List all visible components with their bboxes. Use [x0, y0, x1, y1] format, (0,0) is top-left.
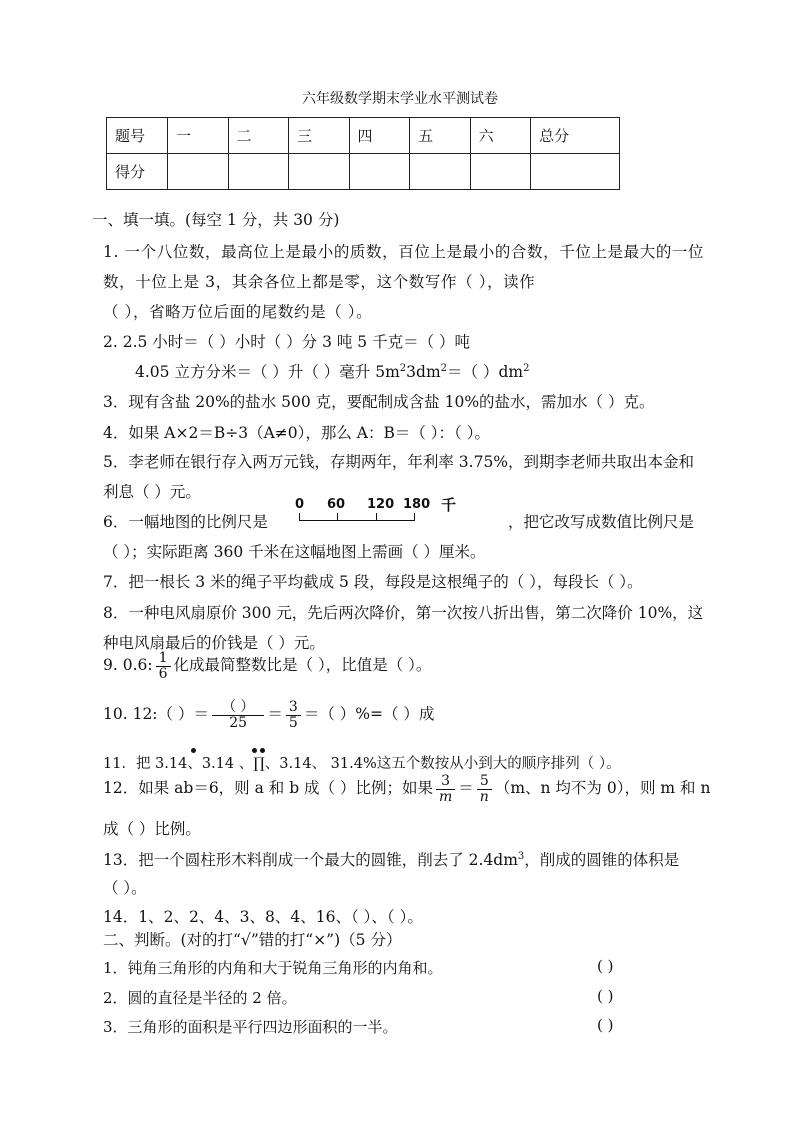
question-13-text-b: ，削成的圆锥的体积是 — [524, 851, 680, 869]
score-table-header-row — [107, 118, 620, 154]
score-row-label: 得分 — [107, 154, 168, 190]
fraction-blank-over-25 — [212, 700, 264, 730]
question-5-line-1: 5．李老师在银行存入两万元钱，存期两年，年利率 3.75%，到期李老师共取出本金和 — [103, 453, 695, 471]
score-table-score-row — [107, 154, 620, 190]
question-10 — [103, 700, 434, 730]
fraction-three-fifths — [286, 700, 301, 730]
judgment-item-2: 2．圆的直径是半径的 2 倍。 — [103, 989, 297, 1007]
question-8-line-1: 8．一种电风扇原价 300 元，先后两次降价，第一次按八折出售，第二次降价 10%，这 — [103, 604, 704, 622]
judgment-answer-3[interactable]: ( ) — [597, 1016, 614, 1034]
fraction-numerator: 3 — [436, 774, 455, 790]
superscript-2: 2 — [440, 362, 448, 374]
score-table-header-cell: 四 — [349, 118, 410, 154]
score-table-header-cell: 三 — [289, 118, 350, 154]
judgment-item-3: 3．三角形的面积是平行四边形面积的一半。 — [103, 1018, 398, 1036]
question-12-line-2: 成（ ）比例。 — [103, 820, 201, 838]
superscript-2: 2 — [399, 362, 407, 374]
fraction-numerator: 1 — [156, 651, 171, 667]
question-10-text-b: ＝ — [267, 705, 283, 724]
section1-heading: 一、填一填。(每空 1 分，共 30 分) — [92, 211, 340, 229]
score-cell[interactable] — [410, 154, 471, 190]
fraction-denominator: n — [479, 788, 489, 805]
question-8-line-2: 种电风扇最后的价钱是（ ）元。 — [103, 634, 325, 652]
question-3: 3．现有含盐 20%的盐水 500 克，要配制成含盐 10%的盐水，需加水（ ）克。 — [103, 393, 655, 411]
scale-bar-figure — [293, 493, 463, 529]
question-11: 11．把 3.14、3.14 、∏、3.14、 31.4%这五个数按从小到大的顺序排列（ ）。 — [103, 756, 621, 772]
question-10-text-c: ＝（ ）%=（ ）成 — [303, 705, 435, 724]
fraction-5-over-n — [477, 774, 492, 804]
fraction-numerator: 5 — [477, 774, 492, 790]
score-table-header-cell: 六 — [470, 118, 531, 154]
repeating-decimal-dot — [191, 748, 196, 753]
score-cell[interactable] — [289, 154, 350, 190]
superscript-2: 2 — [523, 362, 530, 374]
score-table-header-cell: 一 — [168, 118, 229, 154]
score-table-header-cell: 五 — [410, 118, 471, 154]
question-4: 4．如果 A×2＝B÷3（A≠0），那么 A：B＝（ ）：（ ）。 — [103, 424, 490, 442]
question-2-text-b: 3dm — [406, 363, 441, 381]
question-6-line-1-b: ，把它改写成数值比例尺是 — [508, 513, 695, 531]
question-1-line-3: （ ），省略万位后面的尾数约是（ ）。 — [103, 303, 373, 321]
question-10-text-a: 10. 12:（ ）＝ — [103, 705, 209, 724]
fraction-numerator: （ ） — [212, 700, 264, 716]
question-1-line-2: 数，十位上是 3，其余各位上都是零，这个数写作（ ），读作 — [103, 273, 536, 291]
scale-tick — [414, 513, 415, 521]
fraction-3-over-m — [436, 774, 455, 804]
section2-heading: 二、判断。(对的打“√”错的打“×”)（5 分） — [103, 931, 402, 949]
fraction-denominator: 6 — [158, 665, 168, 682]
score-cell[interactable] — [531, 154, 620, 190]
question-6-line-2: （ ）；实际距离 360 千米在这幅地图上需画（ ）厘米。 — [103, 543, 486, 561]
question-2-line-1: 2. 2.5 小时＝（ ）小时（ ）分 3 吨 5 千克＝（ ）吨 — [103, 333, 471, 351]
page-title: 六年级数学期末学业水平测试卷 — [302, 91, 498, 107]
question-1-line-1: 1. 一个八位数，最高位上是最小的质数，百位上是最小的合数，千位上是最大的一位 — [103, 243, 705, 261]
score-table — [106, 117, 620, 190]
question-13-text-a: 13．把一个圆柱形木料削成一个最大的圆锥，削去了 2.4dm — [103, 851, 518, 869]
question-12-text-b: （m、n 均不为 0），则 m 和 n — [494, 779, 711, 798]
scale-label: 60 — [327, 497, 346, 512]
scale-label: 0 — [295, 497, 305, 512]
judgment-item-1: 1．钝角三角形的内角和大于锐角三角形的内角和。 — [103, 959, 443, 977]
scale-tick — [299, 513, 300, 521]
fraction-denominator: m — [438, 788, 453, 805]
scale-label: 120 — [367, 497, 395, 512]
question-9-text-a: 9. 0.6: — [103, 656, 153, 675]
judgment-answer-2[interactable]: ( ) — [597, 987, 614, 1005]
score-cell[interactable] — [470, 154, 531, 190]
superscript-3: 3 — [517, 850, 525, 862]
score-table-header-cell: 总分 — [531, 118, 620, 154]
question-13-line-2: （ ）。 — [103, 879, 147, 897]
question-14: 14．1、2、2、4、3、8、4、16、（ ）、（ ）。 — [103, 908, 423, 926]
question-2-text-c: ＝（ ）dm — [447, 363, 524, 381]
score-cell[interactable] — [349, 154, 410, 190]
fraction-denominator: 5 — [288, 714, 298, 731]
score-table-header-cell: 题号 — [107, 118, 168, 154]
fraction-numerator: 3 — [286, 700, 301, 716]
question-12-equals: ＝ — [458, 779, 474, 798]
scale-unit-label: 千 — [441, 496, 457, 514]
scale-tick — [376, 513, 377, 521]
scale-label: 180 — [403, 497, 431, 512]
question-6-line-1-a: 6．一幅地图的比例尺是 — [103, 513, 268, 531]
scale-bar-line — [299, 520, 415, 521]
score-cell[interactable] — [228, 154, 289, 190]
repeating-decimal-dot — [252, 748, 257, 753]
fraction-one-sixth — [156, 651, 171, 681]
scale-tick — [337, 513, 338, 521]
question-9 — [103, 651, 431, 681]
question-13-line-1 — [103, 848, 679, 870]
question-2-line-2 — [135, 360, 529, 382]
question-5-line-2: 利息（ ）元。 — [103, 483, 201, 501]
score-table-header-cell: 二 — [228, 118, 289, 154]
question-7: 7．把一根长 3 米的绳子平均截成 5 段，每段是这根绳子的（ ），每段长（ ）。 — [103, 573, 643, 591]
score-cell[interactable] — [168, 154, 229, 190]
question-2-text-a: 4.05 立方分米＝（ ）升（ ）毫升 5m — [135, 363, 400, 381]
question-9-text-b: 化成最简整数比是（ ），比值是（ ）。 — [173, 656, 432, 675]
question-12-text-a: 12．如果 ab＝6，则 a 和 b 成（ ）比例；如果 — [103, 779, 433, 798]
fraction-denominator: 25 — [229, 714, 248, 731]
question-12-line-1 — [103, 774, 710, 804]
judgment-answer-1[interactable]: ( ) — [597, 957, 614, 975]
repeating-decimal-dot — [260, 748, 265, 753]
